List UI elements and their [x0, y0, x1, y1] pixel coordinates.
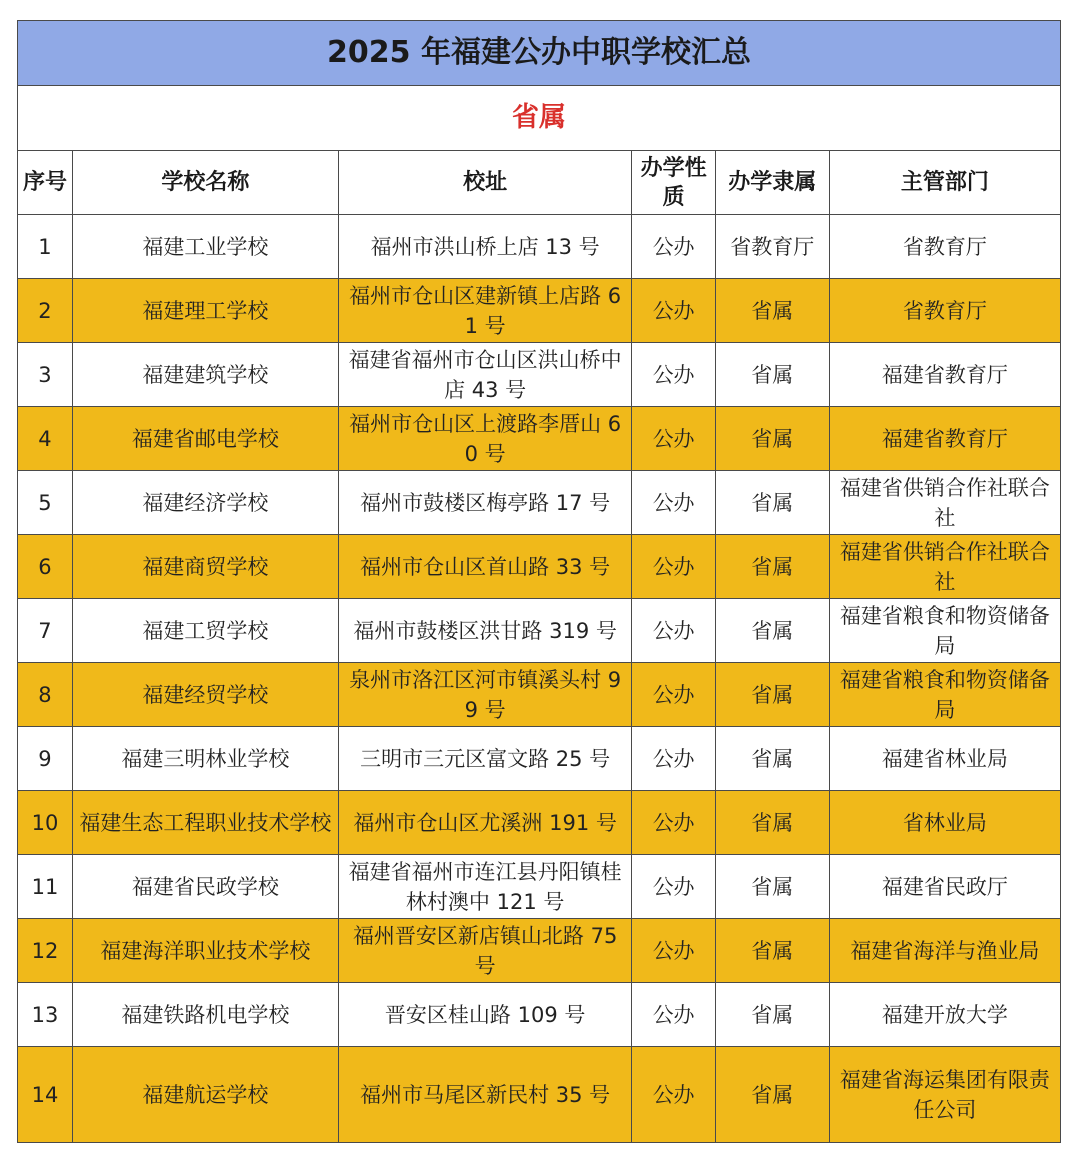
cell-name: 福建铁路机电学校 [72, 983, 338, 1047]
cell-name: 福建生态工程职业技术学校 [72, 791, 338, 855]
cell-dept: 福建省民政厅 [829, 855, 1060, 919]
cell-dept: 福建省供销合作社联合社 [829, 535, 1060, 599]
cell-nature: 公办 [632, 407, 715, 471]
cell-nature: 公办 [632, 215, 715, 279]
cell-address: 三明市三元区富文路 25 号 [338, 727, 631, 791]
cell-address: 福建省福州市连江县丹阳镇桂林村澳中 121 号 [338, 855, 631, 919]
cell-affiliation: 省属 [715, 279, 829, 343]
cell-address: 福州市仓山区建新镇上店路 61 号 [338, 279, 631, 343]
table-row [18, 599, 1061, 663]
cell-nature: 公办 [632, 535, 715, 599]
table-row [18, 407, 1061, 471]
cell-no: 11 [18, 855, 73, 919]
cell-address: 泉州市洛江区河市镇溪头村 99 号 [338, 663, 631, 727]
header-name: 学校名称 [72, 151, 338, 215]
cell-no: 1 [18, 215, 73, 279]
cell-dept: 省教育厅 [829, 215, 1060, 279]
cell-name: 福建省邮电学校 [72, 407, 338, 471]
cell-affiliation: 省属 [715, 1047, 829, 1143]
cell-name: 福建工业学校 [72, 215, 338, 279]
cell-dept: 福建省教育厅 [829, 407, 1060, 471]
cell-affiliation: 省属 [715, 343, 829, 407]
table-row [18, 983, 1061, 1047]
cell-address: 福州市洪山桥上店 13 号 [338, 215, 631, 279]
cell-address: 福州市仓山区首山路 33 号 [338, 535, 631, 599]
cell-no: 8 [18, 663, 73, 727]
cell-affiliation: 省属 [715, 535, 829, 599]
header-no: 序号 [18, 151, 73, 215]
table-row [18, 343, 1061, 407]
cell-no: 2 [18, 279, 73, 343]
table-row [18, 279, 1061, 343]
cell-affiliation: 省属 [715, 407, 829, 471]
cell-dept: 福建省海运集团有限责任公司 [829, 1047, 1060, 1143]
cell-address: 福建省福州市仓山区洪山桥中店 43 号 [338, 343, 631, 407]
cell-dept: 福建省粮食和物资储备局 [829, 663, 1060, 727]
cell-dept: 福建省粮食和物资储备局 [829, 599, 1060, 663]
table-row [18, 663, 1061, 727]
cell-no: 4 [18, 407, 73, 471]
section-row [18, 86, 1061, 151]
cell-name: 福建海洋职业技术学校 [72, 919, 338, 983]
cell-nature: 公办 [632, 727, 715, 791]
school-table [17, 20, 1061, 1143]
cell-name: 福建建筑学校 [72, 343, 338, 407]
cell-address: 福州市马尾区新民村 35 号 [338, 1047, 631, 1143]
header-dept: 主管部门 [829, 151, 1060, 215]
cell-dept: 福建省供销合作社联合社 [829, 471, 1060, 535]
cell-name: 福建三明林业学校 [72, 727, 338, 791]
cell-address: 晋安区桂山路 109 号 [338, 983, 631, 1047]
header-address: 校址 [338, 151, 631, 215]
header-nature: 办学性质 [632, 151, 715, 215]
table-row [18, 855, 1061, 919]
cell-name: 福建工贸学校 [72, 599, 338, 663]
cell-dept: 福建省教育厅 [829, 343, 1060, 407]
section-label: 省属 [18, 86, 1061, 151]
cell-address: 福州市鼓楼区梅亭路 17 号 [338, 471, 631, 535]
table-row [18, 727, 1061, 791]
table-body [18, 215, 1061, 1143]
cell-name: 福建经济学校 [72, 471, 338, 535]
table-row [18, 535, 1061, 599]
cell-no: 5 [18, 471, 73, 535]
cell-nature: 公办 [632, 855, 715, 919]
cell-dept: 省林业局 [829, 791, 1060, 855]
cell-name: 福建省民政学校 [72, 855, 338, 919]
cell-name: 福建经贸学校 [72, 663, 338, 727]
cell-affiliation: 省属 [715, 983, 829, 1047]
cell-no: 6 [18, 535, 73, 599]
cell-no: 10 [18, 791, 73, 855]
cell-name: 福建商贸学校 [72, 535, 338, 599]
table-row [18, 1047, 1061, 1143]
cell-address: 福州晋安区新店镇山北路 75 号 [338, 919, 631, 983]
cell-affiliation: 省属 [715, 599, 829, 663]
cell-nature: 公办 [632, 663, 715, 727]
cell-no: 13 [18, 983, 73, 1047]
cell-dept: 福建省林业局 [829, 727, 1060, 791]
cell-nature: 公办 [632, 1047, 715, 1143]
cell-affiliation: 省属 [715, 663, 829, 727]
cell-address: 福州市鼓楼区洪甘路 319 号 [338, 599, 631, 663]
cell-no: 14 [18, 1047, 73, 1143]
school-summary-sheet [17, 20, 1061, 1143]
cell-affiliation: 省属 [715, 919, 829, 983]
cell-dept: 省教育厅 [829, 279, 1060, 343]
cell-nature: 公办 [632, 791, 715, 855]
cell-dept: 福建开放大学 [829, 983, 1060, 1047]
cell-affiliation: 省属 [715, 471, 829, 535]
table-row [18, 919, 1061, 983]
title-row [18, 21, 1061, 86]
cell-no: 3 [18, 343, 73, 407]
cell-address: 福州市仓山区尤溪洲 191 号 [338, 791, 631, 855]
cell-affiliation: 省属 [715, 855, 829, 919]
cell-no: 7 [18, 599, 73, 663]
cell-nature: 公办 [632, 343, 715, 407]
cell-address: 福州市仓山区上渡路李厝山 60 号 [338, 407, 631, 471]
cell-no: 12 [18, 919, 73, 983]
cell-name: 福建航运学校 [72, 1047, 338, 1143]
table-row [18, 215, 1061, 279]
header-affiliation: 办学隶属 [715, 151, 829, 215]
cell-nature: 公办 [632, 279, 715, 343]
header-row [18, 151, 1061, 215]
cell-nature: 公办 [632, 919, 715, 983]
cell-nature: 公办 [632, 983, 715, 1047]
cell-affiliation: 省属 [715, 727, 829, 791]
table-row [18, 791, 1061, 855]
cell-dept: 福建省海洋与渔业局 [829, 919, 1060, 983]
cell-affiliation: 省教育厅 [715, 215, 829, 279]
table-row [18, 471, 1061, 535]
cell-affiliation: 省属 [715, 791, 829, 855]
cell-nature: 公办 [632, 599, 715, 663]
cell-nature: 公办 [632, 471, 715, 535]
table-title: 2025 年福建公办中职学校汇总 [18, 21, 1061, 86]
cell-name: 福建理工学校 [72, 279, 338, 343]
cell-no: 9 [18, 727, 73, 791]
